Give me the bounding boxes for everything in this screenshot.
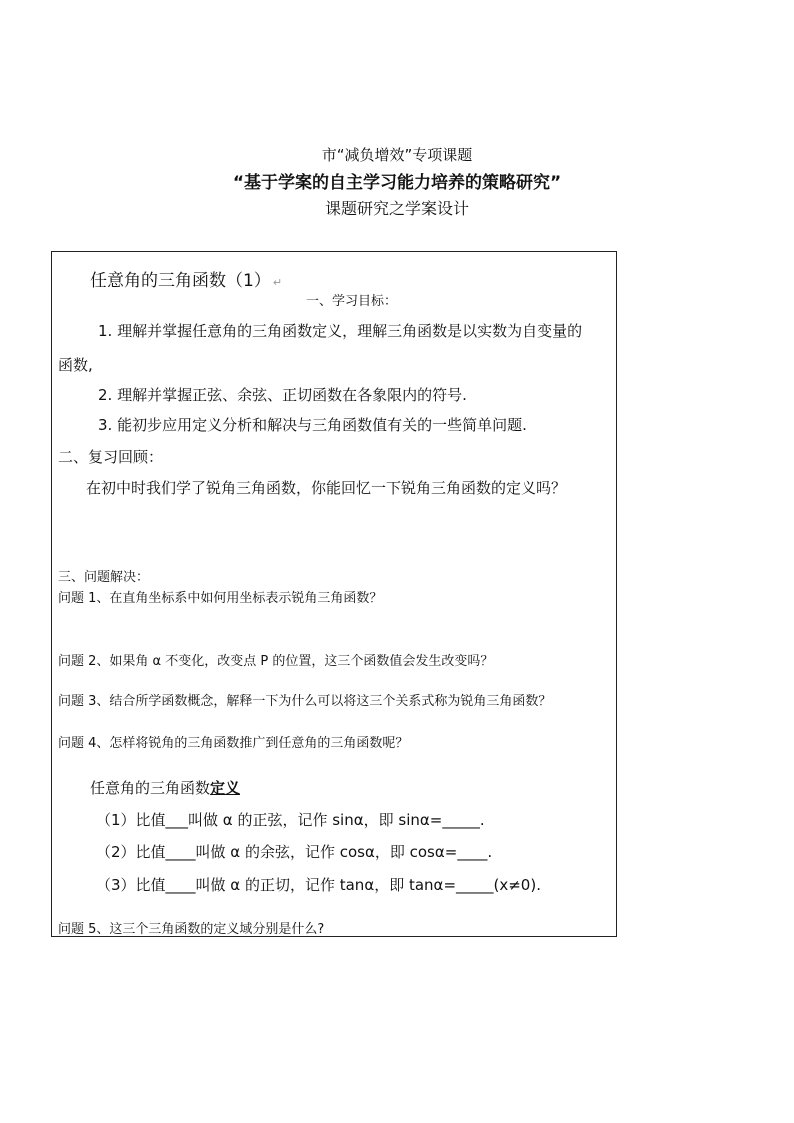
question-2: 问题 2、如果角 α 不变化，改变点 P 的位置，这三个函数值会发生改变吗？ [58, 654, 494, 669]
review-question: 在初中时我们学了锐角三角函数，你能回忆一下锐角三角函数的定义吗？ [86, 479, 567, 497]
document-subtitle: 课题研究之学案设计 [324, 199, 469, 218]
question-1: 问题 1、在直角坐标系中如何用坐标表示锐角三角函数？ [58, 591, 383, 606]
return-mark-icon: ↵ [272, 276, 283, 289]
project-title: 市“减负增效”专项课题 [321, 146, 473, 164]
question-4: 问题 4、怎样将锐角的三角函数推广到任意角的三角函数呢？ [58, 736, 409, 751]
question-5: 问题 5、这三个三角函数的定义域分别是什么? [58, 922, 325, 937]
section-goals-heading: 一、学习目标： [306, 294, 398, 309]
definition-heading: 任意角的三角函数定义 [90, 779, 241, 797]
section-review-heading: 二、复习回顾： [58, 448, 164, 466]
goal-2: 2. 理解并掌握正弦、余弦、正切函数在各象限内的符号. [98, 386, 467, 404]
goal-1: 1. 理解并掌握任意角的三角函数定义，理解三角函数是以实数为自变量的 [98, 322, 583, 340]
question-3: 问题 3、结合所学函数概念，解释一下为什么可以将这三个关系式称为锐角三角函数？ [58, 694, 552, 709]
lesson-plan-box [51, 251, 617, 937]
definition-tangent: （3）比值____叫做 α 的正切，记作 tanα，即 tanα=_____(x≠0). [96, 876, 541, 894]
definition-word: 定义 [210, 779, 241, 797]
section-problems-heading: 三、问题解决： [58, 570, 150, 585]
definition-cosine: （2）比值____叫做 α 的余弦，记作 cosα，即 cosα=____. [96, 843, 493, 861]
lesson-title: 任意角的三角函数（1） ↵ [90, 271, 283, 291]
definition-sine: （1）比值___叫做 α 的正弦，记作 sinα，即 sinα=_____. [96, 811, 485, 829]
goal-1-continued: 函数, [58, 356, 93, 374]
goal-3: 3. 能初步应用定义分析和解决与三角函数值有关的一些简单问题. [98, 416, 527, 434]
research-title: “基于学案的自主学习能力培养的策略研究” [232, 173, 562, 193]
